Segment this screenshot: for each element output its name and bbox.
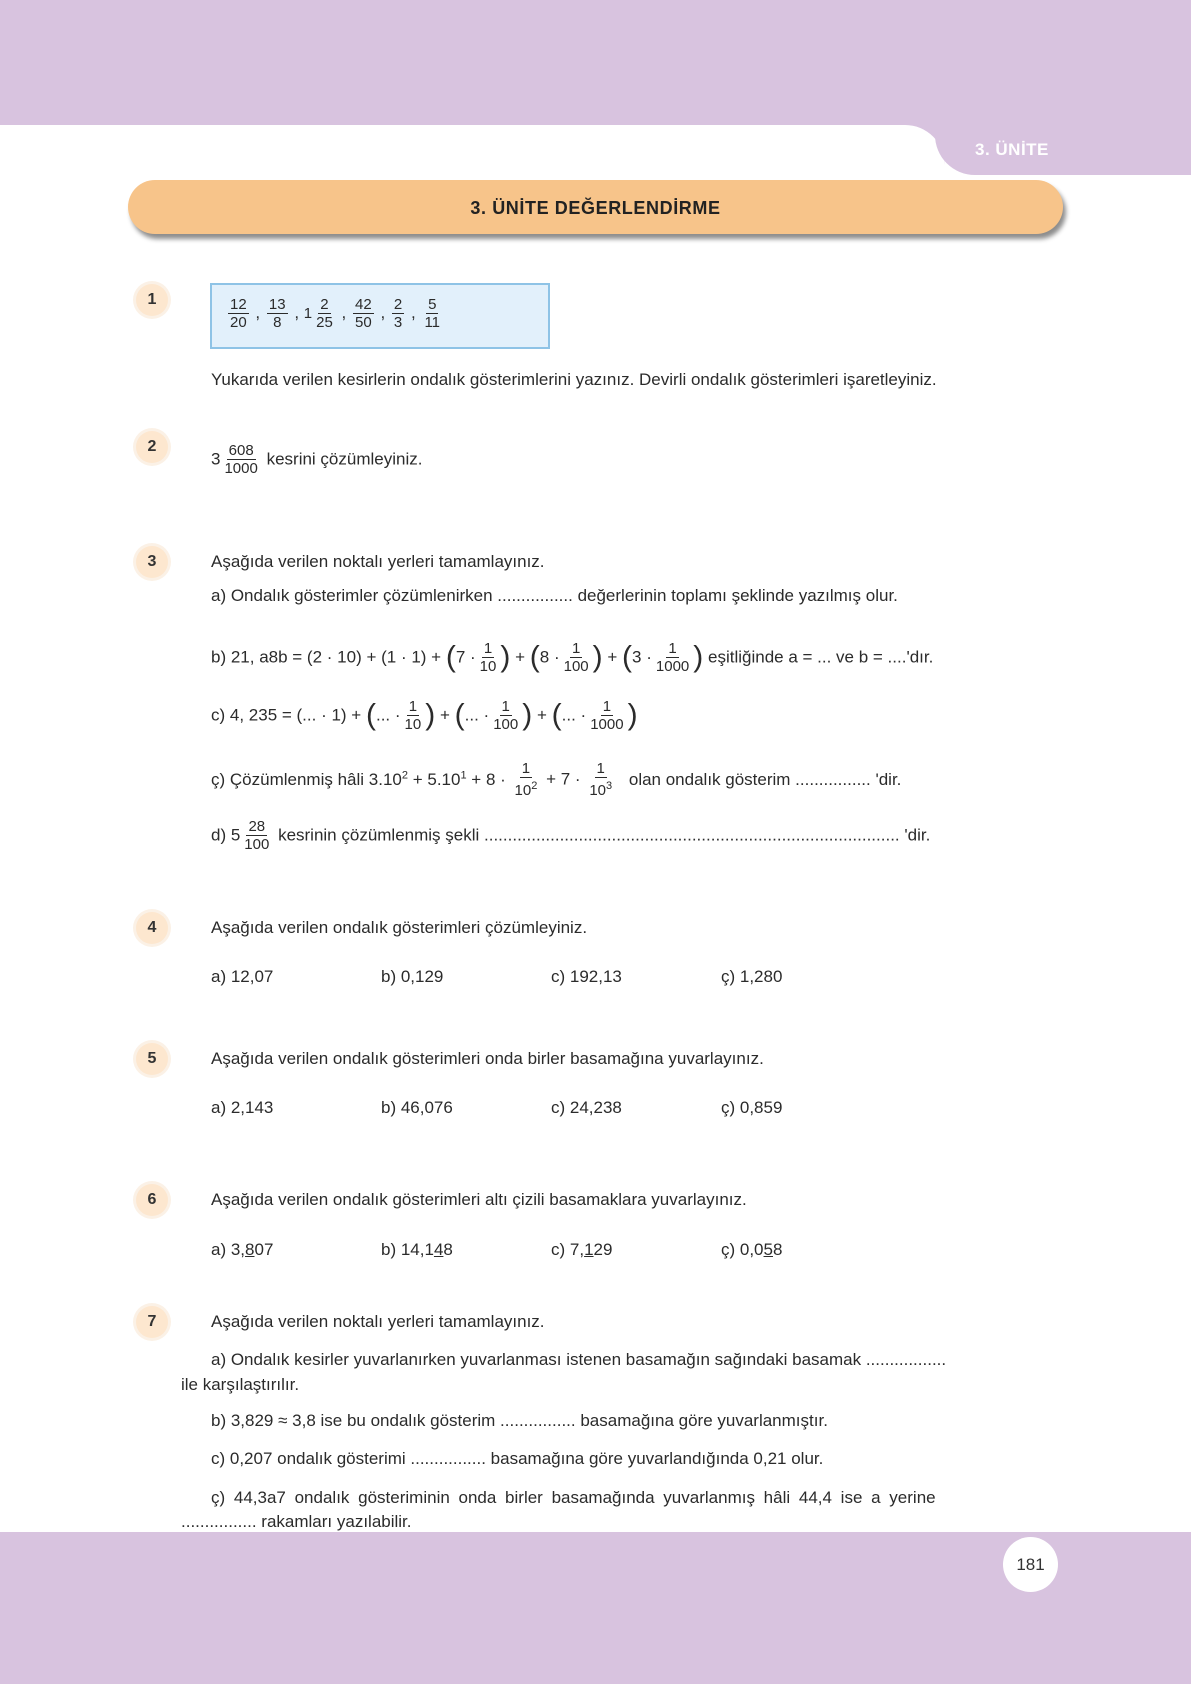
q6-item: a) 3,807 bbox=[211, 1240, 274, 1259]
q3-d: d) 5 $\frac{28}{100}$ kesrinin çözümlenmiş şekli ........................................................................................ 'dir. bbox=[211, 818, 931, 853]
fraction: $\frac{2}{3}$ bbox=[393, 296, 403, 331]
unit-tab bbox=[935, 125, 1191, 175]
q7-c: c) 0,207 ondalık gösterimi ................ basamağına göre yuvarlandığında 0,21 olur. bbox=[211, 1449, 824, 1468]
q3-c: c) 4, 235 = (... · 1) + (... · $\frac{1}{10}$ ) + (... · $\frac{1}{100}$ ) + (... · $\frac{1}{1000}$ ) bbox=[211, 698, 638, 733]
q3-a: a) Ondalık gösterimler çözümlenirken ................ değerlerinin toplamı şeklinde yazılmış olur. bbox=[211, 586, 898, 605]
q7-cc-cont: ................ rakamları yazılabilir. bbox=[181, 1512, 412, 1531]
fraction: $\frac{5}{11}$ bbox=[424, 296, 441, 331]
q5-item: ç) 0,859 bbox=[721, 1098, 783, 1117]
question-number: 7 bbox=[136, 1306, 168, 1338]
q7-intro: Aşağıda verilen noktalı yerleri tamamlayınız. bbox=[211, 1312, 545, 1331]
q2-text: 3 $\frac{608}{1000}$ kesrini çözümleyiniz. bbox=[211, 442, 423, 477]
question-number: 6 bbox=[136, 1184, 168, 1216]
page-number: 181 bbox=[1003, 1537, 1058, 1592]
q5-item: a) 2,143 bbox=[211, 1098, 274, 1117]
question-number: 1 bbox=[136, 284, 168, 316]
question-number: 2 bbox=[136, 431, 168, 463]
q4-item: ç) 1,280 bbox=[721, 967, 783, 986]
question-number: 4 bbox=[136, 912, 168, 944]
q3-intro: Aşağıda verilen noktalı yerleri tamamlayınız. bbox=[211, 552, 545, 571]
q6-item: b) 14,148 bbox=[381, 1240, 453, 1259]
q4-intro: Aşağıda verilen ondalık gösterimleri çözümleyiniz. bbox=[211, 918, 588, 937]
q7-a: a) Ondalık kesirler yuvarlanırken yuvarlanması istenen basamağın sağındaki basamak ................. bbox=[211, 1350, 947, 1369]
question-number: 3 bbox=[136, 546, 168, 578]
title-bar bbox=[128, 180, 1063, 234]
q1-text: Yukarıda verilen kesirlerin ondalık gösterimlerini yazınız. Devirli ondalık gösterimleri işaretleyiniz. bbox=[211, 370, 937, 389]
fraction: $\frac{42}{50}$ bbox=[355, 296, 372, 331]
q5-item: c) 24,238 bbox=[551, 1098, 622, 1117]
fraction: $\frac{2}{25}$ bbox=[316, 296, 333, 331]
q4-item: c) 192,13 bbox=[551, 967, 622, 986]
unit-label: 3. ÜNİTE bbox=[975, 140, 1049, 159]
q7-cc: ç) 44,3a7 ondalık gösteriminin onda birler basamağında yuvarlanmış hâli 44,4 ise a yerine bbox=[211, 1488, 936, 1507]
q7-a-cont: ile karşılaştırılır. bbox=[181, 1375, 300, 1394]
q6-intro: Aşağıda verilen ondalık gösterimleri altı çizili basamaklara yuvarlayınız. bbox=[211, 1190, 747, 1209]
q3-b: b) 21, a8b = (2 · 10) + (1 · 1) + (7 · $\frac{1}{10}$ ) + (8 · $\frac{1}{100}$ ) + (3 · $\frac{1}{1000}$ ) eşitliğinde a = ... ve b = ....'dır. bbox=[211, 640, 934, 675]
q5-intro: Aşağıda verilen ondalık gösterimleri onda birler basamağına yuvarlayınız. bbox=[211, 1049, 764, 1068]
question-number: 5 bbox=[136, 1043, 168, 1075]
q3-cc: ç) Çözümlenmiş hâli $3.10^2 + 5.10^1 + 8$ · $\frac{1}{10^2}$ + 7 · $\frac{1}{10^3}$ olan ondalık gösterim ................ 'dir. bbox=[211, 760, 902, 799]
q6-item: ç) 0,058 bbox=[721, 1240, 783, 1259]
q6-item: c) 7,129 bbox=[551, 1240, 613, 1259]
q5-item: b) 46,076 bbox=[381, 1098, 453, 1117]
fraction: $\frac{12}{20}$ bbox=[230, 296, 247, 331]
fraction: $\frac{13}{8}$ bbox=[268, 296, 286, 331]
q7-b: b) 3,829 ≈ 3,8 ise bu ondalık gösterim ................ basamağına göre yuvarlanmıştır. bbox=[211, 1411, 828, 1430]
fractions-box: $\frac{12}{20}$ , $\frac{13}{8}$ , 1 $\frac{2}{25}$ , $\frac{42}{50}$ , $\frac{2}{3}$ , $\frac{5}{11}$ bbox=[210, 283, 550, 349]
q4-item: b) 0,129 bbox=[381, 967, 444, 986]
q4-item: a) 12,07 bbox=[211, 967, 274, 986]
page-title: 3. ÜNİTE DEĞERLENDİRME bbox=[470, 198, 721, 218]
header-band bbox=[0, 0, 1191, 125]
